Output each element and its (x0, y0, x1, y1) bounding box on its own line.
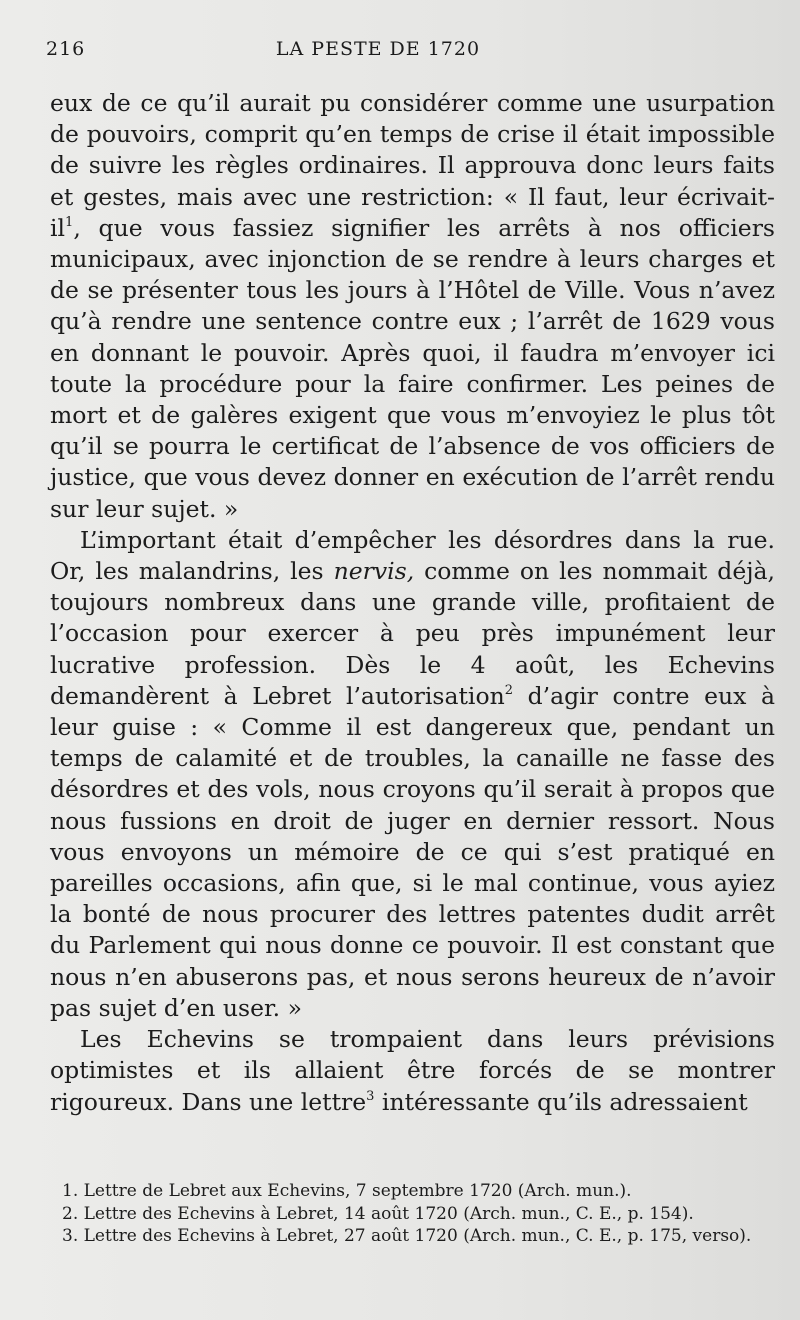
paragraph-2 (50, 525, 775, 1024)
paragraph-2-text-cont: d’agir contre eux à leur guise : « Comme il est dangereux que, pendant un temps de calamité et de troubles, la canaille ne fasse des désordres et des vols, nous croyons qu’il serait à propos que nous fussions en droit de juger en dernier ressort. Nous vous envoyons un mémoire de ce qui s’est pratiqué en pareilles occasions, afin que, si le mal continue, vous ayiez la bonté de nous procurer des lettres patentes dudit arrêt du Parlement qui nous donne ce pouvoir. Il est constant que nous n’en abuserons pas, et nous serons heureux de n’avoir pas sujet d’en user. » (50, 681, 775, 1022)
footnote-1: 1. Lettre de Lebret aux Echevins, 7 septembre 1720 (Arch. mun.). (62, 1181, 632, 1201)
footnote-2: 2. Lettre des Echevins à Lebret, 14 août 1720 (Arch. mun., C. E., p. 154). (62, 1203, 694, 1224)
paragraph-3 (50, 1024, 775, 1118)
paragraph-1-text: eux de ce qu’il aurait pu considérer comme une usurpation de pouvoirs, comprit qu’en temps de crise il était impossible de suivre les règles ordinaires. Il approuva donc leurs faits et gestes, mais avec une restriction: « Il faut, leur écrivait-il (50, 89, 775, 242)
page-number: 216 (46, 38, 86, 60)
footnote-ref-3: 3 (366, 1088, 375, 1104)
footnote-ref-2: 2 (504, 682, 514, 698)
paragraph-3-text-cont: intéressante qu’ils adressaient (374, 1087, 748, 1116)
footnote-ref-1: 1 (65, 214, 74, 230)
paragraph-2-text-mid: comme on les nommait déjà, toujours nombreux dans une grande ville, profitaient de l’occasion pour exercer à peu près impunément leur lucrative profession. Dès le 4 août, les Echevins demandèrent à Lebret l’autorisation (50, 557, 775, 710)
page-header (46, 38, 770, 68)
footnotes (46, 1180, 776, 1248)
paragraph-1-text-cont: , que vous fassiez signifier les arrêts à nos officiers municipaux, avec injonction de se rendre à leurs charges et de se présenter tous les jours à l’Hôtel de Ville. Vous n’avez qu’à rendre une sentence contre eux ; l’arrêt de 1629 vous en donnant le pouvoir. Après quoi, il faudra m’envoyer ici toute la procédure pour la faire confirmer. Les peines de mort et de galères exigent que vous m’envoyiez le plus tôt qu’il se pourra le certificat de l’absence de vos officiers de justice, que vous devez donner en exécution de l’arrêt rendu sur leur sujet. » (50, 213, 775, 523)
italic-term: nervis, (333, 557, 415, 586)
paragraph-3-text: Les Echevins se trompaient dans leurs prévisions optimistes et ils allaient être forcés de se montrer rigoureux. Dans une lettre (50, 1025, 775, 1116)
body-text (50, 88, 775, 1118)
paragraph-2-text: L’important était d’empêcher les désordres dans la rue. Or, les malandrins, les (50, 525, 775, 586)
footnote-3: 3. Lettre des Echevins à Lebret, 27 août 1720 (Arch. mun., C. E., p. 175, verso). (62, 1226, 752, 1246)
running-title: LA PESTE DE 1720 (275, 38, 481, 60)
paragraph-1 (50, 88, 775, 525)
